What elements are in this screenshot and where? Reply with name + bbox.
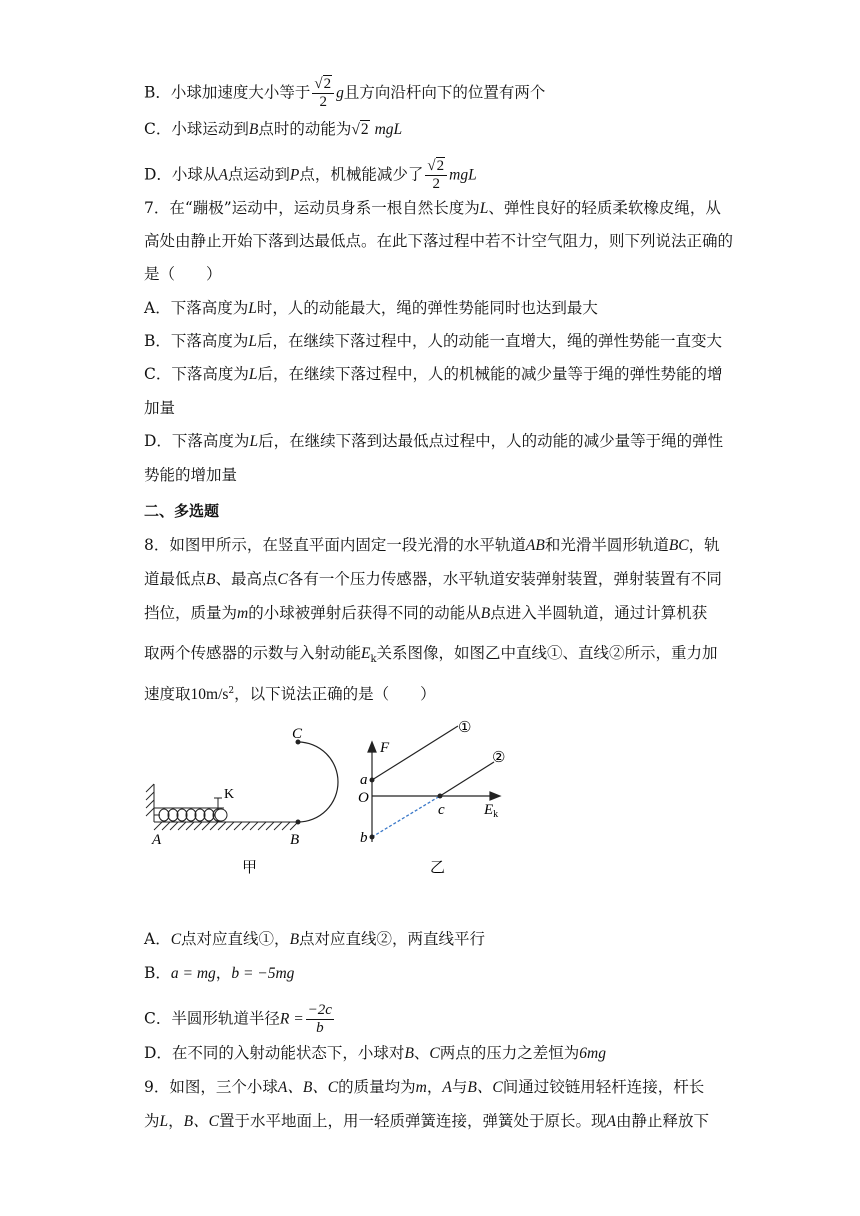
q8-option-a: A．C点对应直线①，B点对应直线②，两直线平行 <box>144 930 486 948</box>
semicircle-track <box>298 742 338 822</box>
label-k: K <box>224 787 235 802</box>
label-b: B <box>290 832 300 848</box>
q7-option-b: B．下落高度为L后，在继续下落过程中，人的动能一直增大，绳的弹性势能一直变大 <box>144 332 723 350</box>
q7-stem-line-2: 高处由静止开始下落到达最低点。在此下落过程中若不计空气阻力，则下列说法正确的 <box>144 232 734 250</box>
intercept-c-label: c <box>438 802 445 818</box>
q6-option-c: C．小球运动到B点时的动能为√2 mgL <box>144 120 403 138</box>
q7-stem-line-1: 7．在“蹦极”运动中，运动员身系一根自然长度为L、弹性良好的轻质柔软橡皮绳，从 <box>144 199 721 217</box>
q8-stem-line-3: 挡位，质量为m的小球被弹射后获得不同的动能从B点进入半圆轨道，通过计算机获 <box>144 604 708 622</box>
intercept-a-label: a <box>360 772 368 788</box>
graph-axes <box>368 742 500 842</box>
q6-option-d-fraction: $\frac{√2}{2}$ <box>425 158 447 193</box>
q7-option-c: C．下落高度为L后，在继续下落过程中，人的机械能的减少量等于绳的弹性势能的增 <box>144 365 723 383</box>
point-b-graph-dot <box>370 835 375 840</box>
line-1-label: ① <box>458 720 472 736</box>
q8-figure <box>140 712 520 882</box>
ground-hatching <box>146 784 300 830</box>
axis-ek-label: $E_k$ <box>484 802 499 820</box>
q8-option-b: B．a = mg，b = −5mg <box>144 964 295 982</box>
ball <box>215 809 227 821</box>
caption-yi: 乙 <box>430 860 446 876</box>
q9-stem-line-1: 9．如图，三个小球A、B、C的质量均为m，A与B、C间通过铰链用轻杆连接，杆长 <box>144 1078 705 1096</box>
label-c: C <box>292 726 303 742</box>
q6-option-c-sqrt: √2 <box>351 121 369 138</box>
label-a: A <box>152 832 162 848</box>
q8-stem-line-1: 8．如图甲所示，在竖直平面内固定一段光滑的水平轨道AB和光滑半圆形轨道BC，轨 <box>144 536 720 554</box>
spring <box>154 808 224 822</box>
q8-option-d: D．在不同的入射动能状态下，小球对B、C两点的压力之差恒为6mg <box>144 1044 606 1062</box>
q8-stem-line-4: 取两个传感器的示数与入射动能$E_k$关系图像，如图乙中直线①、直线②所示，重力加 <box>144 644 718 666</box>
axis-f-label: F <box>380 740 390 756</box>
origin-label: O <box>358 790 369 806</box>
q6-option-b: B．小球加速度大小等于 $\frac{√2}{2}$ g且方向沿杆向下的位置有两个 <box>144 76 546 110</box>
latch-k <box>214 798 222 808</box>
q6-option-b-text: B．小球加速度大小等于 <box>144 83 311 102</box>
q7-option-d: D．下落高度为L后，在继续下落到达最低点过程中，人的动能的减少量等于绳的弹性 <box>144 432 724 450</box>
line-2 <box>440 762 494 796</box>
q7-option-d-cont: 势能的增加量 <box>144 466 238 484</box>
q8-option-c-fraction: $\frac{-2c}{b}$ <box>307 1002 332 1036</box>
q7-option-c-cont: 加量 <box>144 399 176 417</box>
point-c-graph-dot <box>438 794 443 799</box>
q8-stem-line-5: 速度取$10m/s^2$，以下说法正确的是（ ） <box>144 685 436 704</box>
q9-stem-line-2: 为L，B、C置于水平地面上，用一轻质弹簧连接，弹簧处于原长。现A由静止释放下 <box>144 1112 709 1130</box>
line-2-dashed <box>372 796 440 837</box>
section-heading: 二、多选题 <box>144 502 220 520</box>
q8-stem-line-2: 道最低点B、最高点C各有一个压力传感器，水平轨道安装弹射装置，弹射装置有不同 <box>144 570 722 588</box>
q7-stem-line-3: 是（ ） <box>144 265 222 283</box>
q7-option-a: A．下落高度为L时，人的动能最大，绳的弹性势能同时也达到最大 <box>144 299 598 317</box>
caption-jia: 甲 <box>242 860 258 876</box>
line-2-label: ② <box>492 750 506 766</box>
point-a-dot <box>370 778 375 783</box>
intercept-b-label: b <box>360 830 368 846</box>
point-b-dot <box>296 820 301 825</box>
q8-option-c: C．半圆形轨道半径R = $\frac{-2c}{b}$ <box>144 1002 332 1036</box>
q6-option-b-fraction: $\frac{√2}{2}$ <box>312 76 334 111</box>
q6-option-d: D．小球从A点运动到P点，机械能减少了 $\frac{√2}{2}$ mgL <box>144 158 477 192</box>
